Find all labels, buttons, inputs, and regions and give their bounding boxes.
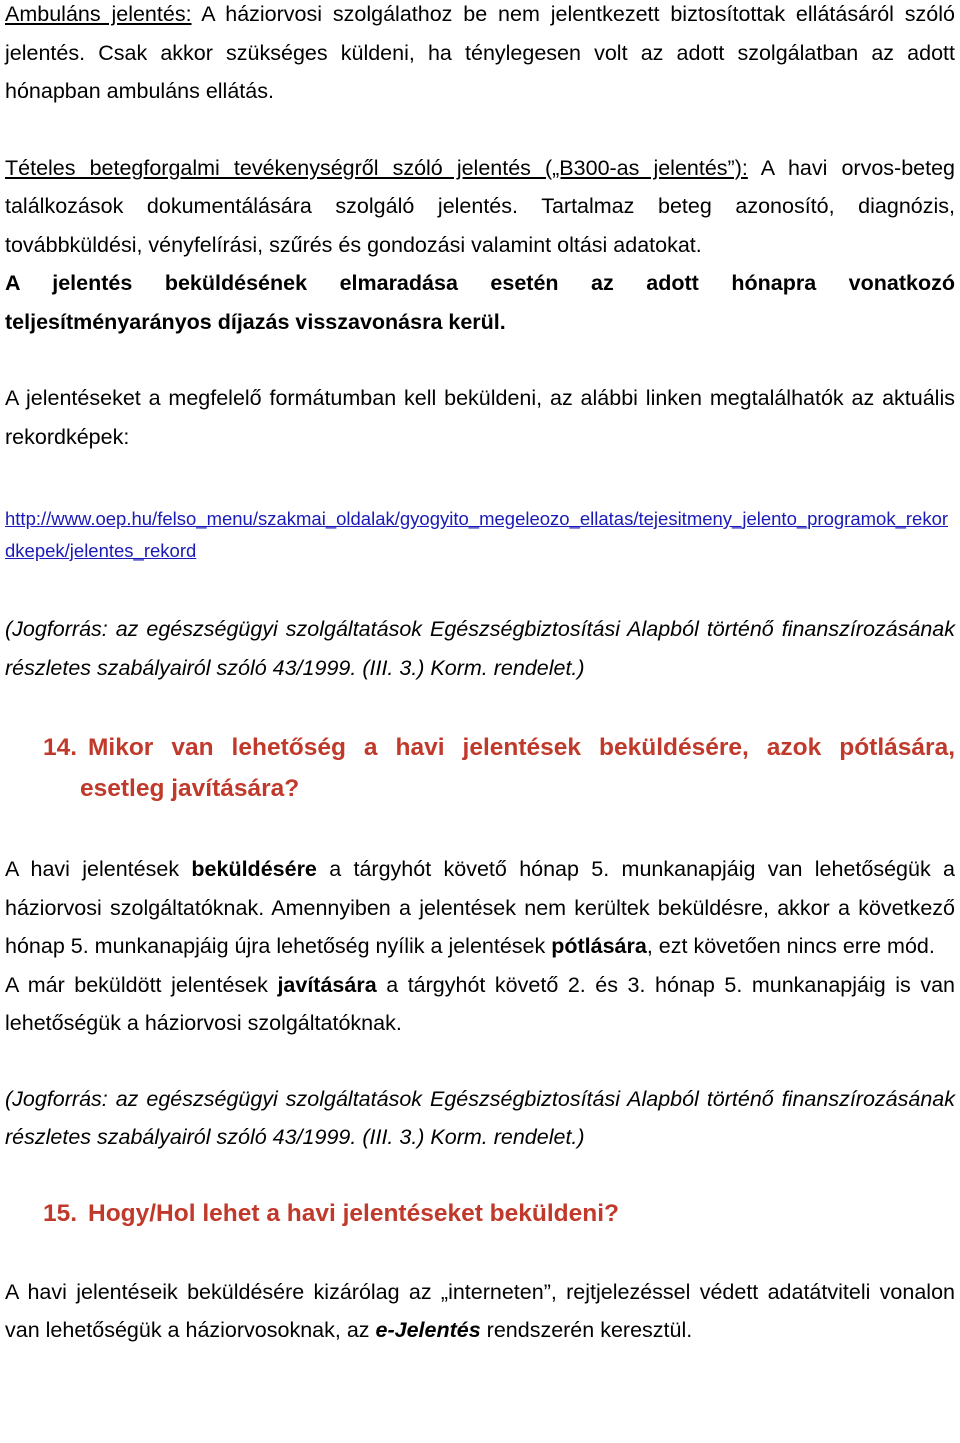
q15-text-a: A havi jelentéseik beküldésére kizárólag az „interneten”, rejtjelezéssel védett adatátviteli vonalon van lehetőségük a háziorvosoknak, az: [5, 1279, 955, 1342]
q14-p1-text-e: , ezt követően nincs erre mód.: [646, 934, 935, 958]
question-15-title: Hogy/Hol lehet a havi jelentéseket beküldeni?: [88, 1199, 619, 1227]
question-14-paragraph-2: [5, 966, 955, 1043]
q14-p2-text-c: a tárgyhót követő 2. és 3. hónap 5. munkanapjáig is van lehetőségük a háziorvosi szolgáltatóknak.: [5, 972, 955, 1035]
teteles-warning: A jelentés beküldésének elmaradása esetén az adott hónapra vonatkozó teljesítményarányos díjazás visszavonásra kerül.: [5, 271, 955, 334]
question-15-paragraph: [5, 1273, 955, 1350]
question-14-paragraph-1: [5, 850, 955, 966]
q14-p1-bold-supplement: pótlására: [551, 934, 647, 958]
q14-p2-text-a: A már beküldött jelentések: [5, 972, 278, 997]
q14-p1-text-c: a tárgyhót követő hónap 5. munkanapjáig van lehetőségük a háziorvosi szolgáltatóknak. Amennyiben a jelentések nem kerültek beküldésre, akkor a következő hónap 5. munkanapjáig újra lehetőség nyílik a jelentések: [5, 857, 955, 958]
q14-p1-text-a: A havi jelentések: [5, 857, 192, 881]
question-14-title: Mikor van lehetőség a havi jelentések beküldésére, azok pótlására, esetleg javítására?: [80, 734, 955, 802]
teteles-term: Tételes betegforgalmi tevékenységről szóló jelentés („B300-as jelentés”):: [5, 155, 748, 180]
question-15-number: 15.: [43, 1199, 78, 1227]
question-14-number: 14.: [43, 734, 78, 761]
teteles-description: A havi orvos-beteg találkozások dokumentálására szolgáló jelentés. Tartalmaz beteg azonosító, diagnózis, továbbküldési, vényfelírási, szűrés és gondozási valamint oltási adatokat.: [5, 155, 955, 257]
question-15-heading: [5, 1193, 955, 1234]
ambulans-term: Ambuláns jelentés:: [5, 2, 192, 26]
q15-bold-ejelentes: e-Jelentés: [375, 1318, 481, 1342]
q14-p1-bold-submission: beküldésére: [191, 857, 317, 881]
ambulans-description: A háziorvosi szolgálathoz be nem jelentkezett biztosítottak ellátásáról szóló jelentés. Csak akkor szükséges küldeni, ha ténylegesen volt az adott szolgálatban az adott hónapban ambuláns ellátás.: [5, 2, 955, 103]
teteles-paragraph: [5, 149, 955, 265]
ambulans-paragraph: [5, 0, 955, 111]
record-format-link[interactable]: http://www.oep.hu/felso_menu/szakmai_oldalak/gyogyito_megeleozo_ellatas/tejesitmeny_jelento_programok_rekordkepek/jelentes_rekord: [5, 508, 949, 561]
q15-text-c: rendszerén keresztül.: [480, 1318, 693, 1342]
legal-source-2: (Jogforrás: az egészségügyi szolgáltatások Egészségbiztosítási Alapból történő finanszírozásának részletes szabályairól szóló 43/1999. (III. 3.) Korm. rendelet.): [5, 1086, 955, 1149]
format-paragraph: A jelentéseket a megfelelő formátumban kell beküldeni, az alábbi linken megtalálhatók az aktuális rekordképek:: [5, 386, 955, 449]
q14-p2-bold-correction: javítására: [277, 972, 377, 997]
legal-source-1: (Jogforrás: az egészségügyi szolgáltatások Egészségbiztosítási Alapból történő finanszírozásának részletes szabályairól szóló 43/1999. (III. 3.) Korm. rendelet.): [5, 617, 955, 680]
question-14-heading: [5, 727, 955, 809]
document-page: [5, 0, 955, 1350]
